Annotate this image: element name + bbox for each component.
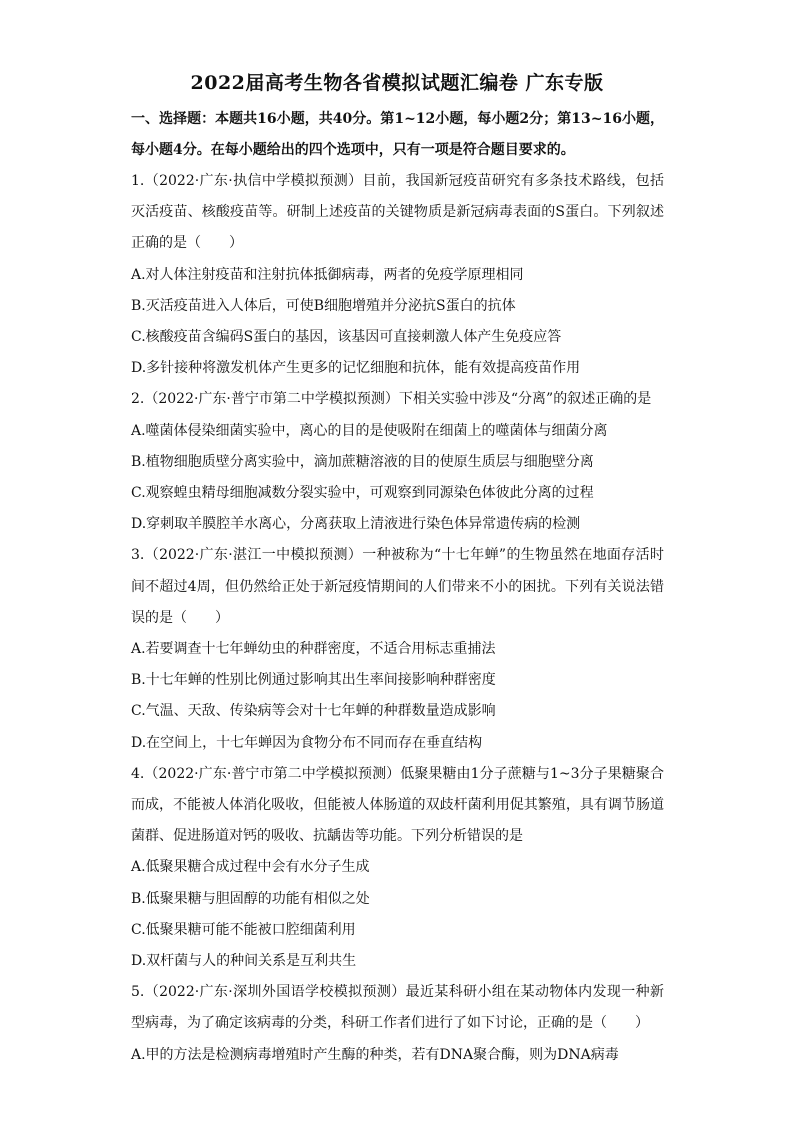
option-b: B.灭活疫苗进入人体后，可使B细胞增殖并分泌抗S蛋白的抗体 — [131, 297, 516, 314]
option-a: A.若要调查十七年蝉幼虫的种群密度，不适合用标志重捕法 — [131, 641, 496, 658]
option-a: A.噬菌体侵染细菌实验中，离心的目的是使吸附在细菌上的噬菌体与细菌分离 — [131, 422, 608, 439]
question-1 — [131, 166, 664, 384]
document-title: 2022届高考生物各省模拟试题汇编卷 广东专版 — [190, 72, 604, 94]
question-2 — [131, 384, 664, 540]
question-stem: 4.（2022·广东·普宁市第二中学模拟预测）低聚果糖由1分子蔗糖与1~3分子果糖聚合而成，不能被人体消化吸收，但能被人体肠道的双歧杆菌利用促其繁殖，具有调节肠道菌群、促进肠道对钙的吸收、抗龋齿等功能。下列分析错误的是 — [131, 765, 664, 845]
question-stem: 1.（2022·广东·执信中学模拟预测）目前，我国新冠疫苗研究有多条技术路线，包括灭活疫苗、核酸疫苗等。研制上述疫苗的关键物质是新冠病毒表面的S蛋白。下列叙述正确的是（ ） — [131, 173, 664, 252]
option-c: C.核酸疫苗含编码S蛋白的基因，该基因可直接刺激人体产生免疫应答 — [131, 329, 562, 346]
document-body — [131, 104, 664, 1071]
option-c: C.观察蝗虫精母细胞减数分裂实验中，可观察到同源染色体彼此分离的过程 — [131, 485, 594, 502]
option-d: D.双杆菌与人的种间关系是互利共生 — [131, 953, 357, 970]
option-d: D.多针接种将激发机体产生更多的记忆细胞和抗体，能有效提高疫苗作用 — [131, 360, 581, 377]
question-stem: 2.（2022·广东·普宁市第二中学模拟预测）下相关实验中涉及“分离”的叙述正确的是 — [131, 391, 652, 408]
option-a: A.低聚果糖合成过程中会有水分子生成 — [131, 859, 370, 876]
option-a: A.对人体注射疫苗和注射抗体抵御病毒，两者的免疫学原理相同 — [131, 266, 524, 283]
question-5 — [131, 977, 664, 1071]
question-3 — [131, 540, 664, 758]
option-d: D.在空间上，十七年蝉因为食物分布不同而存在垂直结构 — [131, 734, 483, 751]
option-d: D.穿刺取羊膜腔羊水离心，分离获取上清液进行染色体异常遗传病的检测 — [131, 516, 581, 533]
question-stem: 3.（2022·广东·湛江一中模拟预测）一种被称为“十七年蝉”的生物虽然在地面存活时间不超过4周，但仍然给正处于新冠疫情期间的人们带来不小的困扰。下列有关说法错误的是（ ） — [131, 547, 664, 626]
section-instructions: 一、选择题：本题共16小题，共40分。第1~12小题，每小题2分；第13~16小题，每小题4分。在每小题给出的四个选项中，只有一项是符合题目要求的。 — [131, 111, 664, 158]
option-a: A.甲的方法是检测病毒增殖时产生酶的种类，若有DNA聚合酶，则为DNA病毒 — [131, 1046, 619, 1063]
option-c: C.气温、天敌、传染病等会对十七年蝉的种群数量造成影响 — [131, 703, 496, 720]
option-c: C.低聚果糖可能不能被口腔细菌利用 — [131, 921, 356, 938]
option-b: B.植物细胞质壁分离实验中，滴加蔗糖溶液的目的使原生质层与细胞壁分离 — [131, 453, 594, 470]
question-4 — [131, 759, 664, 977]
option-b: B.十七年蝉的性别比例通过影响其出生率间接影响种群密度 — [131, 672, 496, 689]
question-stem: 5.（2022·广东·深圳外国语学校模拟预测）最近某科研小组在某动物体内发现一种新型病毒，为了确定该病毒的分类，科研工作者们进行了如下讨论，正确的是（ ） — [131, 984, 664, 1032]
option-b: B.低聚果糖与胆固醇的功能有相似之处 — [131, 890, 370, 907]
